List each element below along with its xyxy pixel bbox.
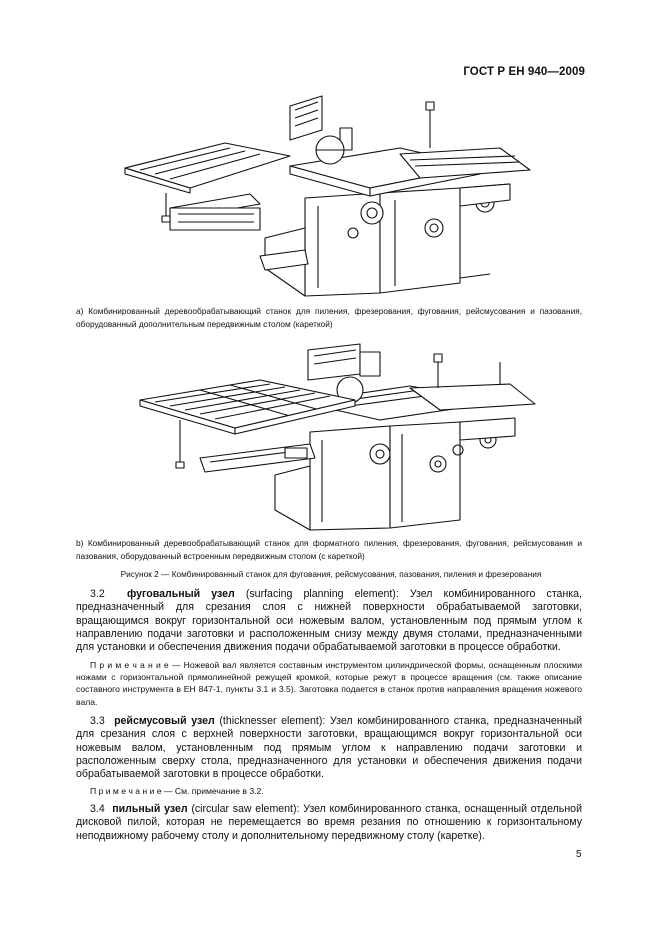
section-number: 3.2 — [90, 588, 105, 600]
note-3-3 — [76, 785, 582, 797]
section-number: 3.3 — [90, 715, 105, 727]
figure-caption-b: b) Комбинированный деревообрабатывающий станок для форматного пиления, фрезерования, фугования, рейсмусования и пазования, оборудованный встроенным передвижным столом (с кареткой) — [76, 538, 582, 561]
standard-designation: ГОСТ Р ЕН 940—2009 — [463, 66, 585, 78]
note-text: — См. примечание в 3.2. — [161, 786, 264, 796]
page-number: 5 — [576, 849, 582, 860]
section-3-2 — [76, 588, 582, 654]
definition-text: (surfacing planning element): Узел комбинированного станка, предназначенный для срезания слоя с нижней поверхности обрабатываемой заготовки, вращающимся вокруг горизонтальной оси ножевым валом, установленным под прямым углом к направлению подачи заготовки и расположенным снизу между двумя столами, предназначенными для установки и обеспечения движения подачи обрабатываемой заготовки в процессе обработки. — [76, 588, 582, 654]
figure-machine-b — [60, 340, 600, 532]
term: фуговальный узел — [126, 588, 235, 600]
term: рейсмусовый узел — [114, 715, 215, 727]
note-text: — Ножевой вал является составным инструментом цилиндрической формы, оснащенным плоскими ножами с горизонтальной прямолинейной режущей кромкой, которые режут в процессе вращения (см. также описание составного инструмента в ЕН 847-1, пункты 3.1 и 3.5). Заготовка подается в станок против направления вращения ножевого вала. — [76, 660, 583, 707]
definition-text: (thicknesser element): Узел комбинированного станка, предназначенный для срезания слоя с верхней поверхности заготовки, вращающимся вокруг горизонтальной оси ножевым валом, установленным под прямым углом к направлению подачи заготовки и расположенным сверху стола, предназначенного для установки и обеспечения движения подачи обрабатываемой заготовки в процессе обработки. — [76, 715, 582, 781]
section-3-3 — [76, 715, 582, 781]
note-label: П р и м е ч а н и е — [90, 660, 169, 670]
section-3-4 — [76, 803, 582, 843]
figure-machine-a — [60, 88, 600, 303]
figure-title: Рисунок 2 — Комбинированный станок для фугования, рейсмусования, пазования, пиления и фрезерования — [120, 569, 542, 579]
note-3-2 — [76, 659, 582, 708]
note-label: П р и м е ч а н и е — [90, 786, 162, 796]
definition-text: (circular saw element): Узел комбинированного станка, оснащенный отдельной дисковой пилой, которая не перемещается во время резания по отношению к горизонтальному неподвижному рабочему столу и дополнительному передвижному столу (каретке). — [76, 803, 582, 842]
term: пильный узел — [112, 803, 188, 815]
section-number: 3.4 — [90, 803, 105, 815]
figure-caption-a: а) Комбинированный деревообрабатывающий станок для пиления, фрезерования, фугования, рейсмусования и пазования, оборудованный дополнительным передвижным столом (кареткой) — [76, 306, 582, 329]
